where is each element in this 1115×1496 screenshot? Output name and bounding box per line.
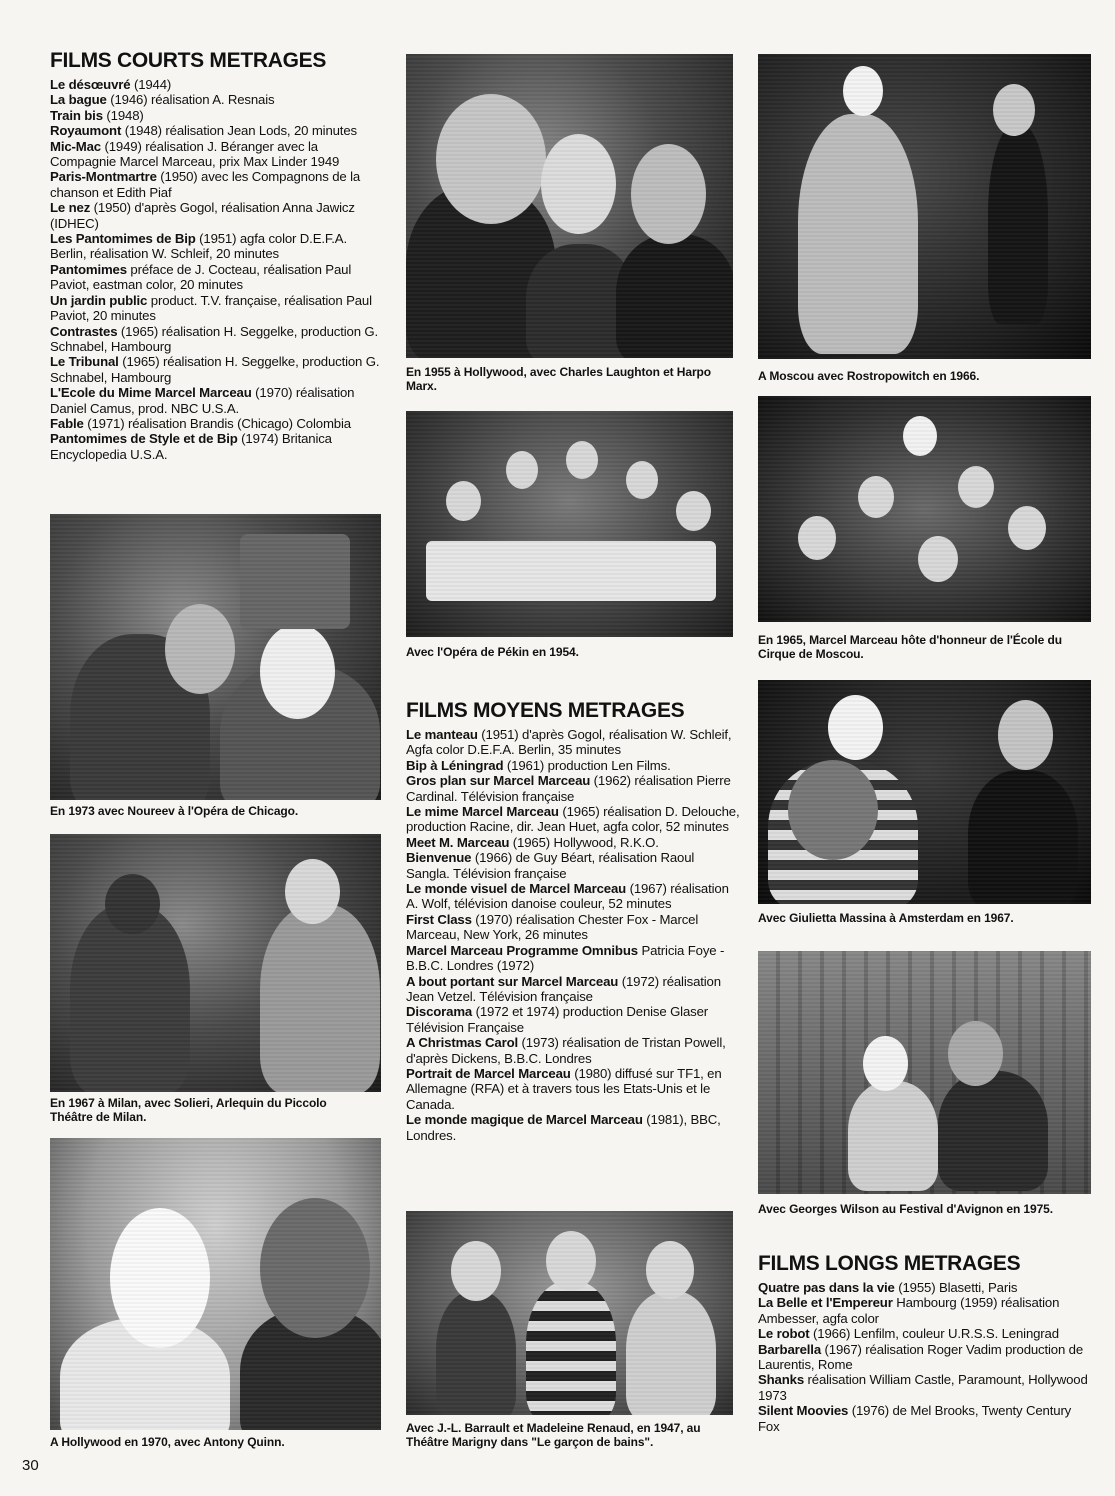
film-title: Contrastes	[50, 323, 118, 339]
longs-title: FILMS LONGS METRAGES	[758, 1252, 1021, 1275]
photo-milan	[50, 834, 381, 1092]
film-details: (1948) réalisation Jean Lods, 20 minutes	[121, 123, 357, 139]
film-title: La Belle et l'Empereur	[758, 1295, 893, 1311]
courts-title: FILMS COURTS METRAGES	[50, 49, 327, 72]
film-entry	[758, 1403, 1088, 1434]
photo-cirque	[758, 396, 1091, 622]
film-entry	[50, 169, 380, 200]
film-entry	[758, 1372, 1088, 1403]
film-entry	[758, 1326, 1088, 1341]
film-entry	[406, 1112, 741, 1143]
film-entry	[406, 835, 741, 850]
film-entry	[50, 77, 380, 92]
film-entry	[406, 881, 741, 912]
film-details: (1967) réalisation Roger Vadim production de Laurentis, Rome	[758, 1341, 1084, 1373]
film-details: (1974) Britanica Encyclopedia U.S.A.	[50, 431, 332, 462]
caption-milan: En 1967 à Milan, avec Solieri, Arlequin du Piccolo Théâtre de Milan.	[50, 1096, 327, 1124]
film-details: (1965) réalisation H. Seggelke, production G. Schnabel, Hambourg	[50, 323, 379, 354]
film-title: Le Tribunal	[50, 354, 119, 370]
film-title: Le désœuvré	[50, 77, 131, 92]
caption-wilson: Avec Georges Wilson au Festival d'Avignon en 1975.	[758, 1202, 1053, 1216]
caption-barrault: Avec J.-L. Barrault et Madeleine Renaud, en 1947, au Théâtre Marigny dans "Le garçon de bains".	[406, 1421, 701, 1449]
film-details: (1946) réalisation A. Resnais	[106, 92, 275, 108]
film-entry	[50, 385, 380, 416]
film-details: (1961) production Len Films.	[503, 757, 671, 773]
courts-list	[50, 77, 380, 462]
film-entry	[406, 850, 741, 881]
film-title: Le manteau	[406, 727, 478, 742]
film-details: (1950) avec les Compagnons de la chanson et Edith Piaf	[50, 169, 361, 200]
film-title: Mic-Mac	[50, 138, 101, 154]
film-details: (1966) de Guy Béart, réalisation Raoul Sangla. Télévision française	[406, 850, 695, 881]
moyens-title: FILMS MOYENS METRAGES	[406, 699, 685, 722]
film-title: Bip à Léningrad	[406, 757, 504, 773]
photo-wilson	[758, 951, 1091, 1194]
film-title: Le monde magique de Marcel Marceau	[406, 1112, 643, 1128]
film-details: (1971) réalisation Brandis (Chicago) Colombia	[83, 415, 351, 431]
film-details: (1970) réalisation Daniel Camus, prod. NBC U.S.A.	[50, 385, 355, 416]
film-title: Gros plan sur Marcel Marceau	[406, 773, 591, 789]
photo-pekin	[406, 411, 733, 637]
caption-pekin: Avec l'Opéra de Pékin en 1954.	[406, 645, 579, 659]
film-entry	[406, 773, 741, 804]
film-title: First Class	[406, 911, 472, 927]
film-title: Train bis	[50, 107, 103, 123]
film-details: Patricia Foye - B.B.C. Londres (1972)	[406, 942, 725, 974]
film-entry	[758, 1280, 1088, 1295]
film-title: Le nez	[50, 200, 91, 216]
caption-cirque: En 1965, Marcel Marceau hôte d'honneur de l'École du Cirque de Moscou.	[758, 633, 1062, 661]
film-title: Royaumont	[50, 123, 122, 139]
film-details: (1970) réalisation Chester Fox - Marcel Marceau, New York, 26 minutes	[406, 911, 699, 943]
film-entry	[406, 1035, 741, 1066]
film-entry	[50, 108, 380, 123]
moyens-list	[406, 727, 741, 1143]
film-entry	[50, 123, 380, 138]
film-title: Fable	[50, 415, 84, 431]
film-title: Pantomimes de Style et de Bip	[50, 431, 238, 447]
film-details: (1944)	[130, 77, 172, 92]
photo-rostropowitch	[758, 54, 1091, 359]
caption-noureev: En 1973 avec Noureev à l'Opéra de Chicago.	[50, 804, 299, 818]
film-title: Discorama	[406, 1004, 473, 1020]
film-details: (1980) diffusé sur TF1, en Allemagne (RFA) et à travers tous les Etats-Unis et le Canada.	[406, 1065, 722, 1112]
film-title: Shanks	[758, 1372, 805, 1388]
film-entry	[758, 1342, 1088, 1373]
film-title: Marcel Marceau Programme Omnibus	[406, 942, 638, 958]
film-details: (1962) réalisation Pierre Cardinal. Télévision française	[406, 773, 731, 804]
film-title: Le monde visuel de Marcel Marceau	[406, 881, 627, 897]
film-entry	[50, 139, 380, 170]
film-details: (1951) agfa color D.E.F.A. Berlin, réalisation W. Schleif, 20 minutes	[50, 231, 347, 262]
film-entry	[50, 262, 380, 293]
film-details: (1972 et 1974) production Denise Glaser Télévision Française	[406, 1004, 709, 1035]
film-details: (1967) réalisation A. Wolf, télévision danoise couleur, 52 minutes	[406, 881, 729, 912]
film-entry	[406, 1004, 741, 1035]
film-entry	[406, 727, 741, 758]
film-details: (1948)	[102, 107, 144, 123]
moyens-section	[406, 700, 741, 1143]
film-entry	[406, 912, 741, 943]
film-title: Pantomimes	[50, 261, 127, 277]
photo-laughton	[406, 54, 733, 358]
film-entry	[758, 1295, 1088, 1326]
film-details: (1965) réalisation D. Delouche, production Racine, dir. Jean Huet, agfa color, 52 minutes	[406, 804, 740, 835]
film-title: L'Ecole du Mime Marcel Marceau	[50, 385, 252, 401]
photo-noureev	[50, 514, 381, 800]
film-details: (1976) de Mel Brooks, Twenty Century Fox	[758, 1403, 1072, 1434]
film-entry	[406, 943, 741, 974]
film-entry	[50, 416, 380, 431]
caption-quinn: A Hollywood en 1970, avec Antony Quinn.	[50, 1435, 285, 1449]
film-entry	[50, 231, 380, 262]
film-details: (1966) Lenfilm, couleur U.R.S.S. Leningrad	[809, 1326, 1059, 1342]
film-entry	[50, 354, 380, 385]
film-entry	[406, 758, 741, 773]
film-entry	[50, 324, 380, 355]
longs-list	[758, 1280, 1088, 1434]
film-title: Portrait de Marcel Marceau	[406, 1065, 571, 1081]
film-details: Hambourg (1959) réalisation Ambesser, agfa color	[758, 1295, 1060, 1326]
photo-massina	[758, 680, 1091, 904]
film-details: (1949) réalisation J. Béranger avec la Compagnie Marcel Marceau, prix Max Linder 1949	[50, 138, 340, 170]
film-details: (1951) d'après Gogol, réalisation W. Schleif, Agfa color D.E.F.A. Berlin, 35 minutes	[406, 727, 732, 758]
film-title: Paris-Montmartre	[50, 169, 157, 185]
film-details: réalisation William Castle, Paramount, Hollywood 1973	[758, 1372, 1088, 1403]
film-entry	[50, 200, 380, 231]
page-number: 30	[22, 1457, 39, 1474]
photo-quinn	[50, 1138, 381, 1430]
film-details: préface de J. Cocteau, réalisation Paul Paviot, eastman color, 20 minutes	[50, 261, 352, 293]
film-title: A bout portant sur Marcel Marceau	[406, 973, 619, 989]
film-title: Bienvenue	[406, 850, 472, 866]
film-entry	[406, 1066, 741, 1112]
film-entry	[50, 92, 380, 107]
film-details: (1973) réalisation de Tristan Powell, d'après Dickens, B.B.C. Londres	[406, 1035, 726, 1066]
film-title: Les Pantomimes de Bip	[50, 231, 196, 247]
film-details: (1972) réalisation Jean Vetzel. Télévision française	[406, 973, 721, 1004]
film-title: Quatre pas dans la vie	[758, 1280, 895, 1295]
film-details: (1965) Hollywood, R.K.O.	[509, 834, 659, 850]
film-title: A Christmas Carol	[406, 1035, 519, 1051]
film-details: (1950) d'après Gogol, réalisation Anna Jawicz (IDHEC)	[50, 200, 355, 231]
courts-section	[50, 50, 380, 462]
film-title: Un jardin public	[50, 292, 148, 308]
film-title: Le mime Marcel Marceau	[406, 804, 559, 820]
film-title: Meet M. Marceau	[406, 834, 510, 850]
caption-massina: Avec Giulietta Massina à Amsterdam en 1967.	[758, 911, 1014, 925]
photo-barrault	[406, 1211, 733, 1415]
caption-rostropowitch: A Moscou avec Rostropowitch en 1966.	[758, 369, 980, 383]
film-title: Barbarella	[758, 1341, 822, 1357]
film-entry	[50, 293, 380, 324]
film-entry	[50, 431, 380, 462]
film-details: product. T.V. française, réalisation Paul Paviot, 20 minutes	[50, 292, 372, 324]
longs-section	[758, 1253, 1088, 1434]
film-details: (1955) Blasetti, Paris	[894, 1280, 1018, 1295]
film-entry	[406, 804, 741, 835]
film-entry	[406, 974, 741, 1005]
film-details: (1981), BBC, Londres.	[406, 1112, 721, 1143]
film-details: (1965) réalisation H. Seggelke, production G. Schnabel, Hambourg	[50, 354, 380, 385]
caption-laughton: En 1955 à Hollywood, avec Charles Laughton et Harpo Marx.	[406, 365, 711, 393]
film-title: La bague	[50, 92, 107, 108]
film-title: Silent Moovies	[758, 1403, 849, 1419]
film-title: Le robot	[758, 1326, 810, 1342]
